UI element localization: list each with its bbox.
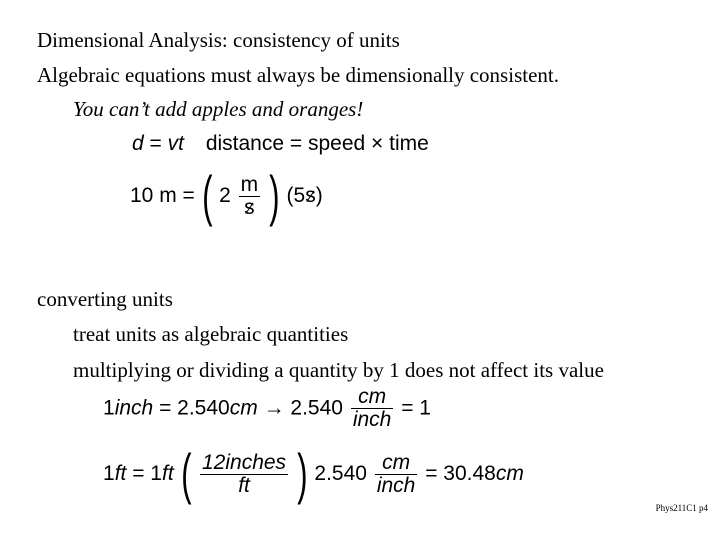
equation-10m [130,164,323,227]
eq3-rhs: = 1 [401,396,431,420]
section-converting-units: converting units [37,287,173,311]
arrow-icon: → [263,396,285,420]
eq4-cm: cm [495,462,524,485]
bullet-multiplying: multiplying or dividing a quantity by 1 does not affect its value [73,358,604,382]
equation-ft [103,442,524,505]
bullet-treat-units: treat units as algebraic quantities [73,322,349,346]
eq4-ft2: ft [161,462,174,485]
eq2-fraction [239,174,261,219]
equation-inch [103,386,431,431]
slide-title: Dimensional Analysis: consistency of units [37,28,400,52]
eq2-num: m [240,172,259,196]
eq4-eq1: = 1 [132,462,162,485]
eq1-words: distance = speed × time [205,132,429,155]
eq2-tail-post: ) [315,184,323,207]
apples-text: You can’t add apples and oranges! [73,97,364,121]
intro-text: Algebraic equations must always be dimensionally consistent. [37,63,559,87]
eq4-left-paren: ( [180,442,191,505]
eq3-coef: 2.540 [290,396,343,420]
eq4-ft1: ft [114,462,127,485]
slide-footer: Phys211C1 p4 [655,503,708,513]
eq3-lhs: 1 [103,396,115,420]
eq4-num1: 12inches [202,450,287,474]
eq4-coef: 2.540 [314,462,367,485]
eq2-lhs: 10 m = [130,184,195,207]
eq3-fraction [351,386,394,431]
eq4-right-paren: ) [297,442,308,505]
eq3-inch: inch [114,396,154,420]
eq4-den1: ft [200,474,288,497]
eq1-vt: vt [167,132,184,155]
eq4-den2: inch [376,473,416,497]
eq3-den: inch [352,408,392,431]
eq4-num2: cm [382,450,411,474]
eq2-coef: 2 [219,184,231,207]
eq2-den-wrap [239,196,261,219]
eq4-eq2: = 30.48 [425,462,496,485]
eq1-equals: = [149,132,162,155]
eq2-tail-pre: (5 [286,184,306,207]
left-paren: ( [201,164,213,227]
eq2-den: s [244,195,255,219]
eq3-cm: cm [229,396,258,420]
eq1-d: d [132,132,144,155]
equation-d-vt [132,132,429,156]
eq4-lhs: 1 [103,462,115,485]
eq4-fraction2 [375,452,418,497]
eq3-eq: = 2.540 [159,396,230,420]
eq2-tail-unit: s [305,184,316,207]
right-paren: ) [269,164,280,227]
eq4-fraction1 [200,452,288,497]
eq3-num: cm [358,385,387,408]
